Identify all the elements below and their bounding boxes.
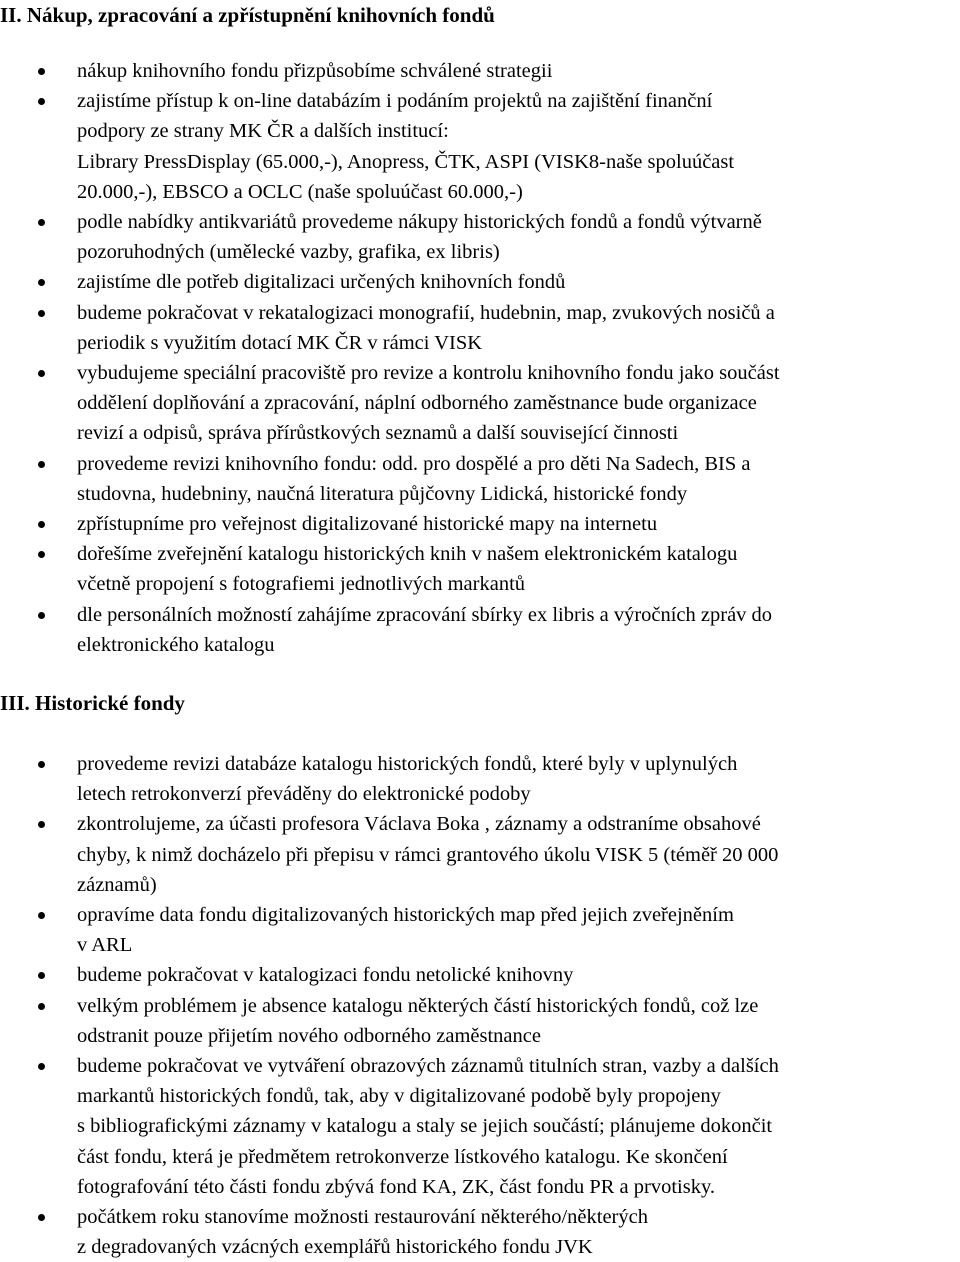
list-item-line: dle personálních možností zahájíme zpracování sbírky ex libris a výročních zpráv do — [77, 603, 773, 626]
bullet-icon — [38, 612, 45, 619]
section-list-historicke-fondy — [0, 749, 960, 1262]
list-item-line: pozoruhodných (umělecké vazby, grafika, ex libris) — [77, 241, 500, 264]
section-heading-nakup: II. Nákup, zpracování a zpřístupnění knihovních fondů — [0, 3, 495, 27]
list-item — [0, 991, 960, 1051]
list-item-line: část fondu, která je předmětem retrokonverze lístkového katalogu. Ke skončení — [77, 1145, 728, 1168]
list-item-line: zajistíme dle potřeb digitalizaci určených knihovních fondů — [77, 271, 566, 294]
list-item-line: budeme pokračovat v katalogizaci fondu netolické knihovny — [77, 964, 574, 987]
list-item — [0, 1051, 960, 1202]
bullet-icon — [38, 219, 45, 226]
list-item-line: chyby, k nimž docházelo při přepisu v rámci grantového úkolu VISK 5 (téměř 20 000 — [77, 843, 779, 866]
bullet-icon — [38, 461, 45, 468]
list-item-line: zkontrolujeme, za účasti profesora Václava Boka , záznamy a odstraníme obsahové — [77, 813, 761, 836]
list-item-line: letech retrokonverzí převáděny do elektronické podoby — [77, 783, 531, 806]
list-item-line: budeme pokračovat ve vytváření obrazových záznamů titulních stran, vazby a dalších — [77, 1055, 779, 1078]
list-item — [0, 358, 960, 449]
bullet-icon — [38, 1063, 45, 1070]
bullet-icon — [38, 821, 45, 828]
list-item — [0, 509, 960, 539]
list-item-line: s bibliografickými záznamy v katalogu a staly se jejich součástí; plánujeme dokončit — [77, 1115, 773, 1138]
bullet-icon — [38, 370, 45, 377]
list-item-line: včetně propojení s fotografiemi jednotlivých markantů — [77, 573, 526, 596]
list-item-line: nákup knihovního fondu přizpůsobíme schválené strategii — [77, 60, 553, 82]
list-item-line: podpory ze strany MK ČR a dalších institucí: — [77, 120, 449, 143]
bullet-icon — [38, 68, 45, 75]
list-item-line: podle nabídky antikvariátů provedeme nákupy historických fondů a fondů výtvarně — [77, 211, 762, 234]
list-item-line: z degradovaných vzácných exemplářů historického fondu JVK — [77, 1236, 593, 1259]
list-item-line: zajistíme přístup k on-line databázím i podáním projektů na zajištění finanční — [77, 90, 713, 113]
list-item — [0, 900, 960, 960]
list-item-line: velkým problémem je absence katalogu některých částí historických fondů, což lze — [77, 994, 759, 1017]
list-item — [0, 267, 960, 297]
list-item — [0, 56, 960, 86]
list-item-line: Library PressDisplay (65.000,-), Anopress, ČTK, ASPI (VISK8-naše spoluúčast — [77, 150, 735, 173]
list-item-line: odstranit pouze přijetím nového odborného zaměstnance — [77, 1024, 541, 1047]
list-item-line: počátkem roku stanovíme možnosti restaurování některého/některých — [77, 1206, 648, 1229]
bullet-icon — [38, 551, 45, 558]
bullet-icon — [38, 310, 45, 317]
list-item-line: markantů historických fondů, tak, aby v digitalizované podobě byly propojeny — [77, 1085, 721, 1108]
bullet-icon — [38, 1003, 45, 1010]
list-item-line: elektronického katalogu — [77, 633, 275, 656]
list-item-line: vybudujeme speciální pracoviště pro revize a kontrolu knihovního fondu jako součást — [77, 362, 780, 385]
list-item — [0, 86, 960, 207]
list-item-line: fotografování této části fondu zbývá fond KA, ZK, část fondu PR a prvotisky. — [77, 1175, 716, 1198]
bullet-icon — [38, 912, 45, 919]
list-item-line: oddělení doplňování a zpracování, náplní odborného zaměstnance bude organizace — [77, 392, 757, 415]
section-list-nakup — [0, 56, 960, 660]
list-item — [0, 1202, 960, 1262]
list-item — [0, 809, 960, 900]
list-item — [0, 207, 960, 267]
bullet-icon — [38, 972, 45, 979]
bullet-icon — [38, 98, 45, 105]
bullet-icon — [38, 761, 45, 768]
list-item — [0, 298, 960, 358]
list-item — [0, 539, 960, 599]
list-item — [0, 600, 960, 660]
list-item — [0, 749, 960, 809]
section-heading-historicke-fondy: III. Historické fondy — [0, 691, 185, 715]
list-item-line: budeme pokračovat v rekatalogizaci monografií, hudebnin, map, zvukových nosičů a — [77, 301, 775, 324]
list-item-line: revizí a odpisů, správa přírůstkových seznamů a další související činnosti — [77, 422, 679, 445]
list-item-line: periodik s využitím dotací MK ČR v rámci VISK — [77, 331, 483, 354]
list-item-line: 20.000,-), EBSCO a OCLC (naše spoluúčast 60.000,-) — [77, 180, 523, 203]
list-item-line: opravíme data fondu digitalizovaných historických map před jejich zveřejněním — [77, 904, 734, 927]
list-item-line: provedeme revizi knihovního fondu: odd. pro dospělé a pro děti Na Sadech, BIS a — [77, 452, 751, 475]
list-item — [0, 960, 960, 990]
list-item-line: provedeme revizi databáze katalogu historických fondů, které byly v uplynulých — [77, 753, 738, 775]
bullet-icon — [38, 1214, 45, 1221]
list-item-line: záznamů) — [77, 873, 157, 896]
list-item-line: dořešíme zveřejnění katalogu historických knih v našem elektronickém katalogu — [77, 543, 738, 566]
bullet-icon — [38, 279, 45, 286]
list-item-line: studovna, hudebniny, naučná literatura půjčovny Lidická, historické fondy — [77, 482, 688, 505]
list-item — [0, 449, 960, 509]
bullet-icon — [38, 521, 45, 528]
list-item-line: v ARL — [77, 934, 133, 957]
list-item-line: zpřístupníme pro veřejnost digitalizované historické mapy na internetu — [77, 513, 658, 536]
